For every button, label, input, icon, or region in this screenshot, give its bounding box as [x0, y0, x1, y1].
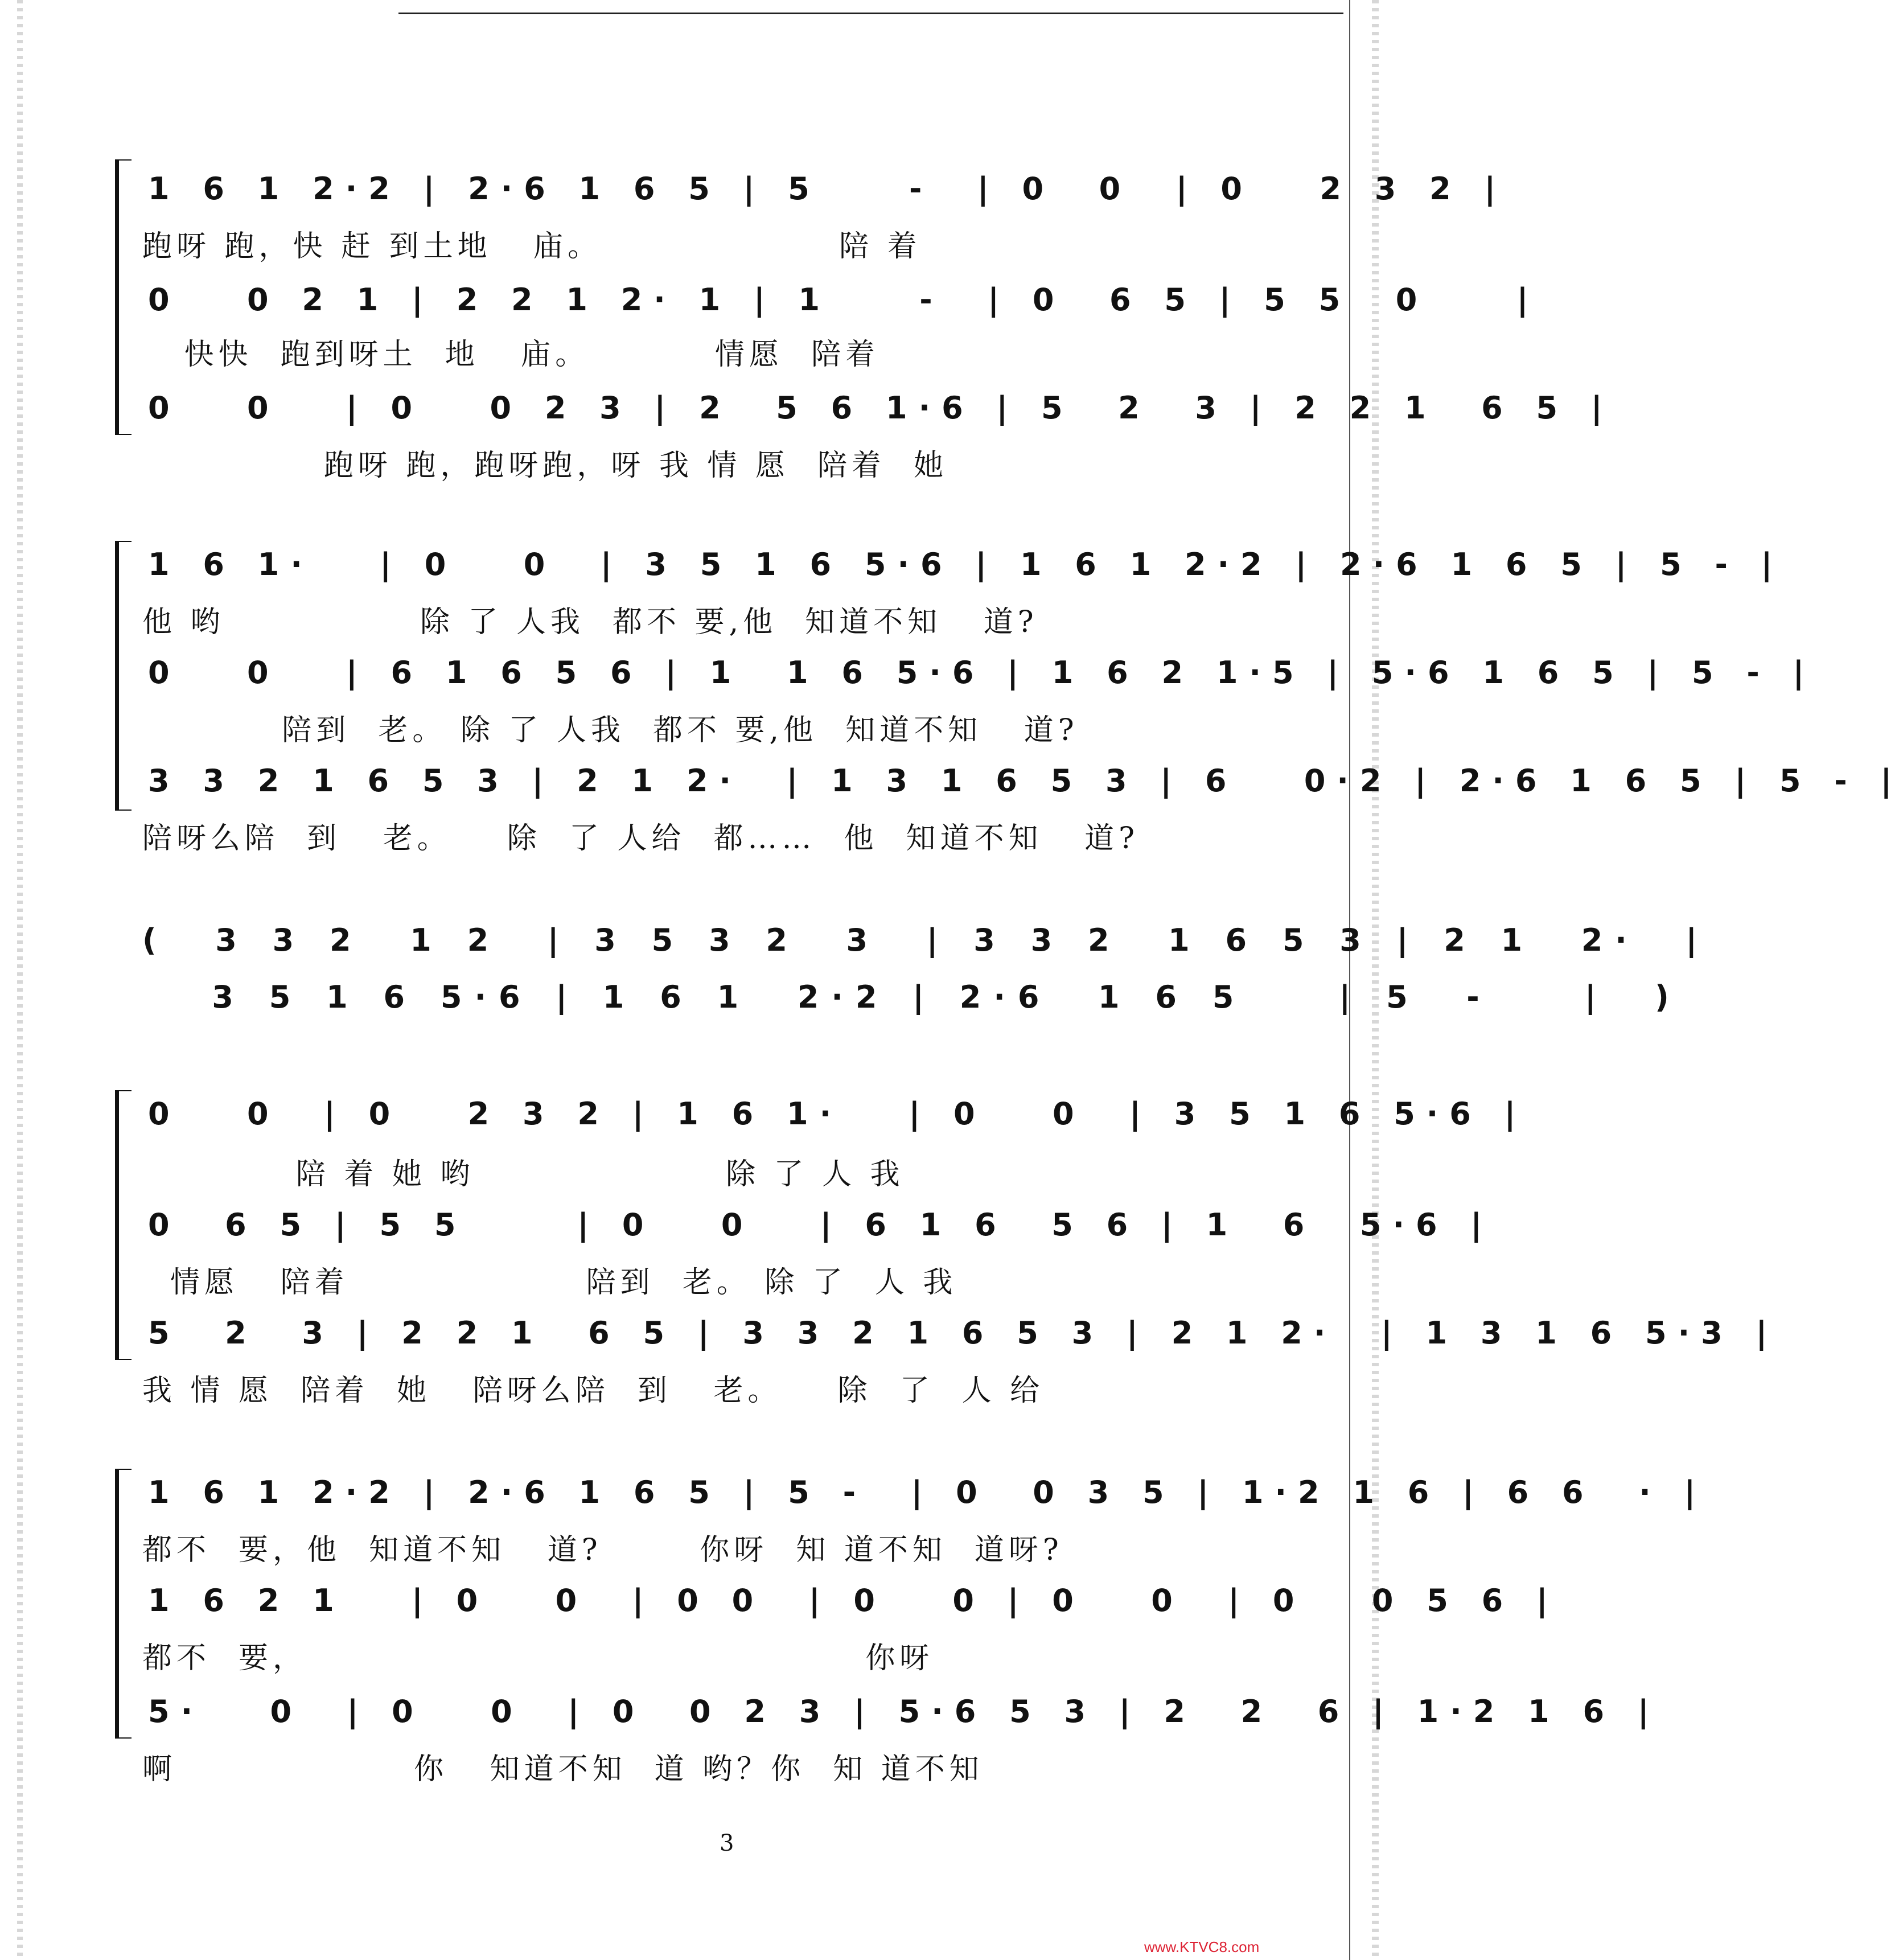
voice-1-notes: 1 6 1· | 0 0 | 3 5 1 6 5·6 | 1 6 1 2·2 | 2·6 1 6 5 | 5 - | — [148, 547, 1784, 582]
voice-2-notes: 1 6 2 1 | 0 0 | 0 0 | 0 0 | 0 0 | 0 0 5 6 | — [148, 1583, 1559, 1618]
voice-2-notes: 0 0 2 1 | 2 2 1 2· 1 | 1 - | 0 6 5 | 5 5 0 | — [148, 282, 1540, 318]
system-brace — [115, 541, 131, 811]
top-rule — [398, 13, 1343, 14]
interlude-line-2: 3 5 1 6 5·6 | 1 6 1 2·2 | 2·6 1 6 5 | 5 - | ) — [142, 979, 1682, 1015]
system-brace — [115, 1090, 131, 1360]
voice-3-lyrics: 陪呀么陪 到 老。 除 了 人给 都…… 他 知道不知 道? — [142, 821, 1139, 856]
page-border-left — [17, 0, 23, 1960]
voice-2-lyrics: 情愿 陪着 陪到 老。 除 了 人 我 — [142, 1265, 957, 1300]
voice-2-lyrics: 陪到 老。 除 了 人我 都不 要,他 知道不知 道? — [142, 713, 1079, 747]
system-brace — [115, 159, 131, 435]
voice-3-lyrics: 啊 你 知道不知 道 哟？你 知 道不知 — [142, 1752, 984, 1786]
voice-2-lyrics: 快快 跑到呀土 地 庙。 情愿 陪着 — [142, 338, 880, 372]
voice-3-lyrics: 跑呀 跑，跑呀跑，呀 我 情 愿 陪着 她 — [142, 449, 948, 483]
voice-3-notes: 3 3 2 1 6 5 3 | 2 1 2· | 1 3 1 6 5 3 | 6 0·2 | 2·6 1 6 5 | 5 - | — [148, 763, 1903, 799]
voice-2-lyrics: 都不 要， 你呀 — [142, 1641, 934, 1675]
voice-3-notes: 5· 0 | 0 0 | 0 0 2 3 | 5·6 5 3 | 2 2 6 | 1·2 1 6 | — [148, 1694, 1660, 1729]
voice-2-notes: 0 0 | 6 1 6 5 6 | 1 1 6 5·6 | 1 6 2 1·5 | 5·6 1 6 5 | 5 - | — [148, 655, 1816, 691]
system-brace — [115, 1469, 131, 1739]
voice-1-notes: 1 6 1 2·2 | 2·6 1 6 5 | 5 - | 0 0 3 5 | 1·2 1 6 | 6 6 · | — [148, 1474, 1707, 1510]
voice-3-lyrics: 我 情 愿 陪着 她 陪呀么陪 到 老。 除 了 人 给 — [142, 1374, 1045, 1408]
interlude-line-1: ( 3 3 2 1 2 | 3 5 3 2 3 | 3 3 2 1 6 5 3 | 2 1 2· | — [142, 922, 1710, 958]
voice-1-notes: 0 0 | 0 2 3 2 | 1 6 1· | 0 0 | 3 5 1 6 5·6 | — [148, 1096, 1527, 1132]
voice-1-lyrics: 都不 要，他 知道不知 道? 你呀 知 道不知 道呀? — [142, 1533, 1063, 1567]
voice-1-notes: 1 6 1 2·2 | 2·6 1 6 5 | 5 - | 0 0 | 0 2 3 2 | — [148, 171, 1507, 207]
voice-3-notes: 5 2 3 | 2 2 1 6 5 | 3 3 2 1 6 5 3 | 2 1 2· | 1 3 1 6 5·3 | — [148, 1315, 1779, 1351]
site-watermark: www.KTVC8.com — [1144, 1938, 1260, 1955]
voice-2-notes: 0 6 5 | 5 5 | 0 0 | 6 1 6 5 6 | 1 6 5·6 | — [148, 1207, 1494, 1243]
page-number: 3 — [720, 1830, 734, 1856]
voice-1-lyrics: 他 哟 除 了 人我 都不 要,他 知道不知 道? — [142, 605, 1038, 639]
voice-3-notes: 0 0 | 0 0 2 3 | 2 5 6 1·6 | 5 2 3 | 2 2 1 6 5 | — [148, 390, 1614, 426]
voice-1-lyrics: 跑呀 跑，快 赶 到土地 庙。 陪 着 — [142, 229, 922, 264]
voice-1-lyrics: 陪 着 她 哟 除 了 人 我 — [142, 1157, 905, 1191]
